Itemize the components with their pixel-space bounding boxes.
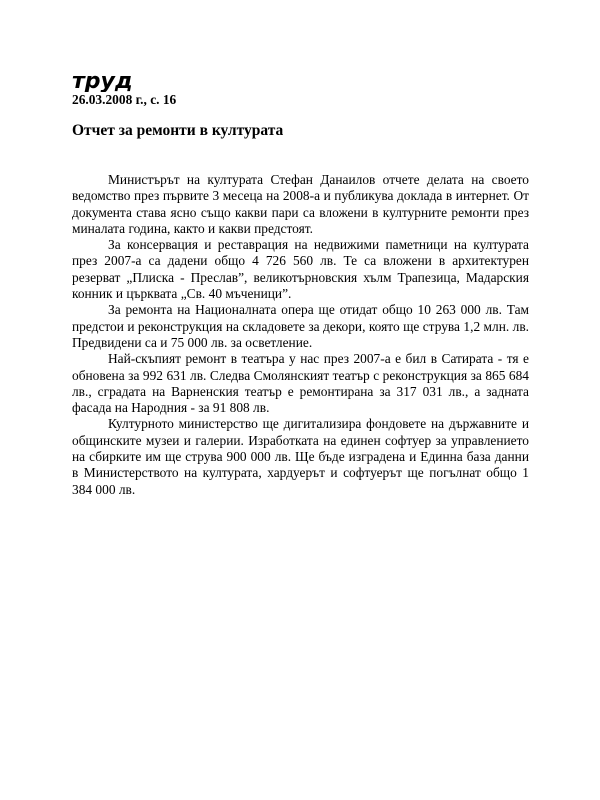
paragraph: Министърът на културата Стефан Данаилов отчете делата на своето ведомство през първите 3 месеца на 2008-а и публикува доклада в интернет. От документа става ясно също какви пари са вложени в културните ремонти през миналата година, както и какви предстоят. [72, 172, 529, 236]
article-title: Отчет за ремонти в културата [72, 122, 284, 139]
trud-logo-text: труд [72, 69, 133, 92]
publication-date-page: 26.03.2008 г., с. 16 [72, 92, 177, 107]
paragraph: Културното министерство ще дигитализира фондовете на държавните и общинските музеи и галерии. Изработката на единен софтуер за управлението на сбирките им ще струва 900 000 лв. Ще бъде изградена и Единна база данни в Министерството на културата, хардуерът и софтуерът ще погълнат общо 1 384 000 лв. [72, 416, 529, 497]
paragraph: За ремонта на Националната опера ще отидат общо 10 263 000 лв. Там предстои и реконструкция на складовете за декори, която ще струва 1,2 млн. лв. Предвидени са и 75 000 лв. за осветление. [72, 302, 529, 350]
paragraph: Най-скъпият ремонт в театъра у нас през 2007-а е бил в Сатирата - тя е обновена за 992 631 лв. Следва Смолянският театър с реконструкция за 865 684 лв., сградата на Варненския театър е ремонтирана за 317 031 лв., а задната фасада на Народния - за 91 808 лв. [72, 351, 529, 416]
trud-logo [72, 68, 136, 92]
article-body [72, 172, 529, 498]
paragraph: За консервация и реставрация на недвижими паметници на културата през 2007-а са дадени общо 4 726 560 лв. Те са вложени в архитектурен резерват „Плиска - Преслав”, великотърновския хълм Трапезица, Мадарския конник и църквата „Св. 40 мъченици”. [72, 237, 529, 302]
